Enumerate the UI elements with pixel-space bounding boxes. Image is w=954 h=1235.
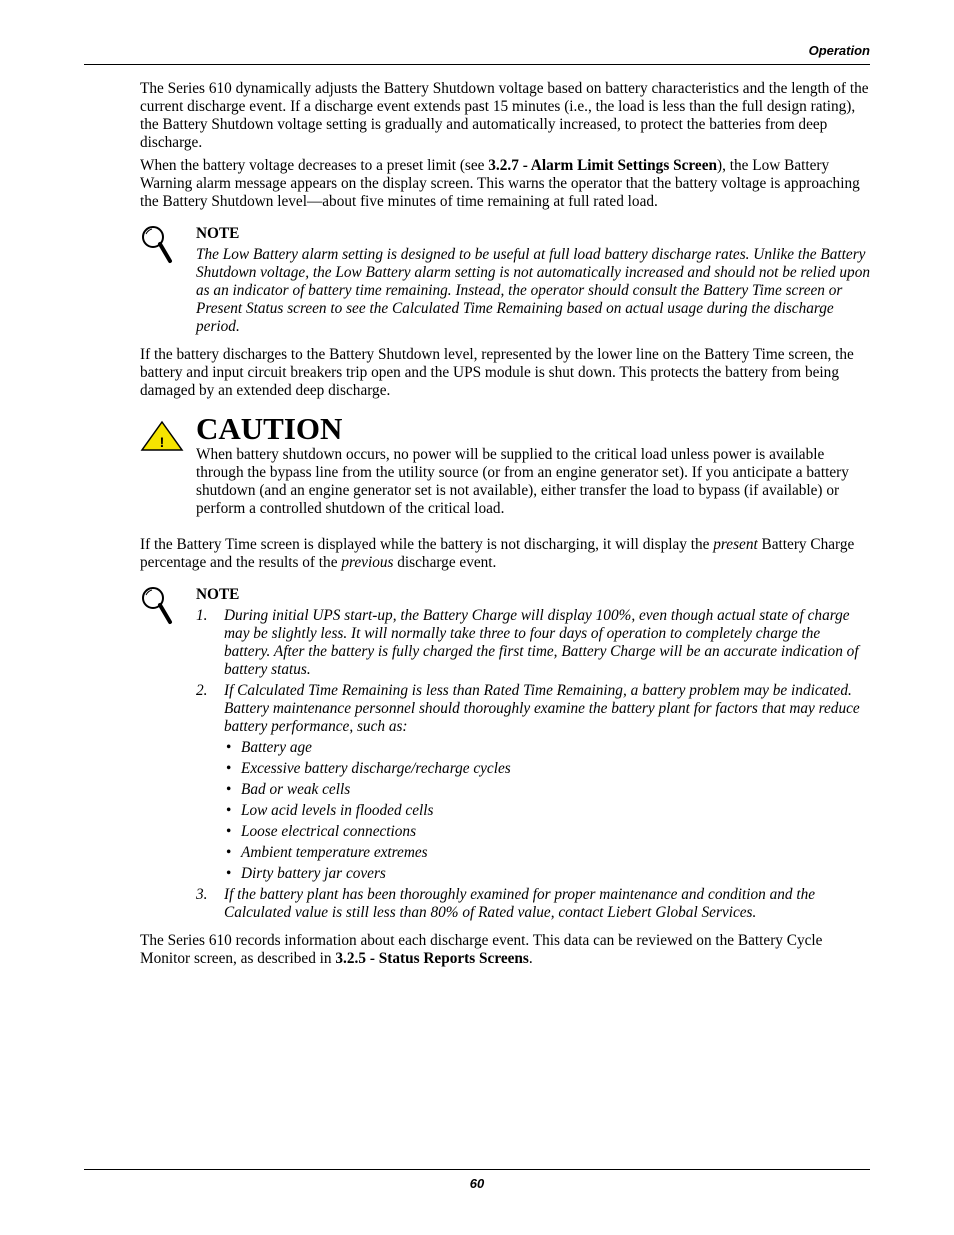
section-header: Operation xyxy=(808,43,870,58)
paragraph-text: . xyxy=(528,950,533,967)
bullet-item xyxy=(224,802,870,820)
bullet-text: Low acid levels in flooded cells xyxy=(241,802,434,819)
bullet-icon: • xyxy=(226,844,232,861)
bullet-text: Excessive battery discharge/recharge cycles xyxy=(241,760,511,777)
svg-text:!: ! xyxy=(159,434,165,450)
bullet-icon: • xyxy=(226,739,232,756)
paragraph-text: discharge event. xyxy=(393,554,497,571)
bullet-icon: • xyxy=(226,802,232,819)
list-item xyxy=(196,607,870,679)
list-number: 1. xyxy=(196,607,208,624)
bullet-item xyxy=(224,760,870,778)
note-block xyxy=(140,586,870,922)
list-item-text: If Calculated Time Remaining is less than Rated Time Remaining, a battery problem may be indicated. Battery maintenance personnel should thoroughly examine the battery plant for factors that may reduce battery performance, such as: xyxy=(224,682,860,735)
bullet-text: Loose electrical connections xyxy=(241,823,417,840)
paragraph-text: Battery Charge percentage and the results of the xyxy=(140,536,855,571)
note-numbered-list xyxy=(196,607,870,922)
bullet-icon: • xyxy=(226,781,232,798)
paragraph-text: ), the Low Battery Warning alarm message appears on the display screen. This warns the operator that the battery voltage is approaching the Battery Shutdown level—about five minutes of time remaining at full rated load. xyxy=(140,157,860,210)
bullet-icon: • xyxy=(226,865,232,882)
note-heading: NOTE xyxy=(196,225,240,242)
paragraph xyxy=(140,157,870,211)
list-item xyxy=(196,886,870,922)
caution-heading: CAUTION xyxy=(196,411,343,446)
list-item xyxy=(196,682,870,883)
bullet-icon: • xyxy=(226,823,232,840)
header-rule xyxy=(84,64,870,65)
emphasis-text: present xyxy=(713,536,758,553)
note-heading: NOTE xyxy=(196,586,240,603)
caution-block xyxy=(140,412,870,518)
magnifier-note-icon xyxy=(140,586,174,626)
bullet-item xyxy=(224,781,870,799)
bullet-item xyxy=(224,865,870,883)
paragraph-text: If the Battery Time screen is displayed while the battery is not discharging, it will display the xyxy=(140,536,714,553)
emphasis-text: previous xyxy=(341,554,394,571)
warning-triangle-icon xyxy=(140,420,184,452)
magnifier-note-icon xyxy=(140,225,174,265)
note-text: The Low Battery alarm setting is designed to be useful at full load battery discharge rates. Unlike the Battery Shutdown voltage, the Low Battery alarm setting is not automatically increased and should not be relied upon as an indicator of battery time remaining. Instead, the operator should consult the Battery Time screen or Present Status screen to see the Calculated Time Remaining based on actual usage during the discharge period. xyxy=(196,246,870,335)
bullet-text: Dirty battery jar covers xyxy=(241,865,386,882)
bullet-text: Ambient temperature extremes xyxy=(241,844,428,861)
bullet-text: Battery age xyxy=(241,739,312,756)
bullet-item xyxy=(224,739,870,757)
page-number: 60 xyxy=(469,1176,485,1191)
list-item-text: If the battery plant has been thoroughly examined for proper maintenance and condition and the Calculated value is still less than 80% of Rated value, contact Liebert Global Services. xyxy=(224,886,816,921)
paragraph: The Series 610 dynamically adjusts the Battery Shutdown voltage based on battery characteristics and the length of the current discharge event. If a discharge event extends past 15 minutes (i.e., the load is less than the full design rating), the Battery Shutdown voltage setting is gradually and automatically increased, to protect the batteries from deep discharge. xyxy=(140,80,869,151)
page-content xyxy=(140,80,870,973)
cross-reference-link[interactable]: 3.2.5 - Status Reports Screens xyxy=(335,950,529,967)
paragraph xyxy=(140,932,870,968)
list-item-text: During initial UPS start-up, the Battery Charge will display 100%, even though actual state of charge may be slightly less. It will normally take three to four days of operation to completely charge the battery. After the battery is fully charged the first time, Battery Charge will be an accurate indication of battery status. xyxy=(224,607,859,678)
paragraph xyxy=(140,536,870,572)
cross-reference-link[interactable]: 3.2.7 - Alarm Limit Settings Screen xyxy=(488,157,718,174)
footer-rule xyxy=(84,1169,870,1170)
list-number: 2. xyxy=(196,682,208,699)
bullet-item xyxy=(224,823,870,841)
bullet-item xyxy=(224,844,870,862)
note-block xyxy=(140,225,870,336)
paragraph-text: When the battery voltage decreases to a preset limit (see xyxy=(140,157,489,174)
bullet-list xyxy=(224,739,870,883)
paragraph: If the battery discharges to the Battery Shutdown level, represented by the lower line on the Battery Time screen, the battery and input circuit breakers trip open and the UPS module is shut down. This protects the battery from being damaged by an extended deep discharge. xyxy=(140,346,854,399)
bullet-text: Bad or weak cells xyxy=(241,781,351,798)
caution-text: When battery shutdown occurs, no power will be supplied to the critical load unless power is available through the bypass line from the utility source (or from an engine generator set). If you anticipate a battery shutdown (and an engine generator set is not available), either transfer the load to bypass (if available) or perform a controlled shutdown of the critical load. xyxy=(196,446,849,517)
paragraph-text: The Series 610 records information about each discharge event. This data can be reviewed on the Battery Cycle Monitor screen, as described in xyxy=(140,932,823,967)
list-number: 3. xyxy=(196,886,208,903)
bullet-icon: • xyxy=(226,760,232,777)
